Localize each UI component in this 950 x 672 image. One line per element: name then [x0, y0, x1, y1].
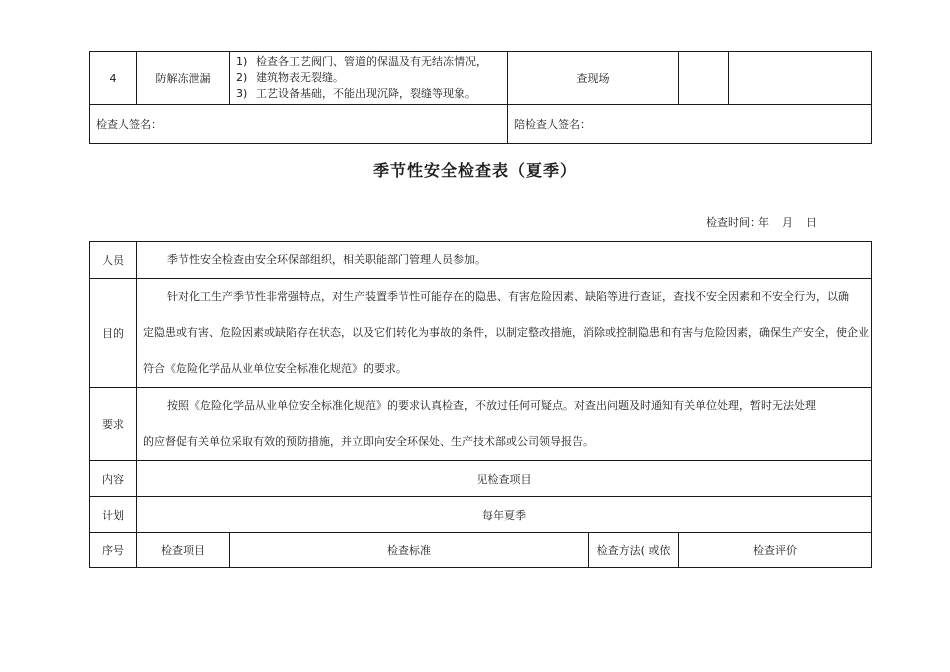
personnel-label: 人员: [90, 242, 137, 279]
evaluation-cell: [679, 52, 729, 105]
previous-checklist-table: [89, 51, 872, 144]
header-item: 检查项目: [137, 533, 230, 568]
content-text: 见检查项目: [137, 461, 872, 497]
inspector-signature-label: 检查人签名：: [90, 105, 508, 144]
personnel-row: [90, 242, 872, 279]
plan-label: 计划: [90, 497, 137, 533]
header-method: 检查方法( 或依: [589, 533, 679, 568]
requirement-label: 要求: [90, 388, 137, 461]
plan-text: 每年夏季: [137, 497, 872, 533]
page-title: 季节性安全检查表（夏季）: [372, 161, 577, 180]
requirement-row: [90, 388, 872, 461]
check-item: 防解冻泄漏: [137, 52, 230, 105]
check-standard: [230, 52, 508, 105]
requirement-text: 按照《危险化学品从业单位安全标准化规范》的要求认真检查，不放过任何可疑点。对查出问题及时通知有关单位处理，暂时无法处理 的应督促有关单位采取有效的预防措施，并立即向安全环保处、生产技术部或公司领导报告。: [137, 388, 872, 461]
accompanying-inspector-signature-label: 陪检查人签名：: [508, 105, 872, 144]
purpose-text: 针对化工生产季节性非常强特点，对生产装置季节性可能存在的隐患、有害危险因素、缺陷等进行查证，查找不安全因素和不安全行为，以确 定隐患或有害、危险因素或缺陷存在状态，以及它们转化为事故的条件，以制定整改措施，消除或控制隐患和有害与危险因素，确保生产安全，使企业 符合《危险化学品从业单位安全标准化规范》的要求。: [137, 279, 872, 388]
standard-line: 1) 检查各工艺阀门、管道的保温及有无结冻情况，: [236, 55, 487, 68]
content-row: [90, 461, 872, 497]
header-number: 序号: [90, 533, 137, 568]
header-standard: 检查标准: [230, 533, 589, 568]
date-month: 月: [782, 216, 793, 229]
content-label: 内容: [90, 461, 137, 497]
date-year: 年: [758, 216, 769, 229]
date-day: 日: [806, 216, 817, 229]
standard-line: 3) 工艺设备基础，不能出现沉降，裂缝等现象。: [236, 87, 476, 100]
row-number: 4: [90, 52, 137, 105]
inspection-date: [706, 214, 817, 230]
check-method: 查现场: [508, 52, 679, 105]
signature-row: [90, 105, 872, 144]
evaluation-cell: [729, 52, 872, 105]
header-evaluation: 检查评价: [679, 533, 872, 568]
seasonal-checklist-table: [89, 241, 872, 568]
plan-row: [90, 497, 872, 533]
standard-line: 2) 建筑物表无裂缝。: [236, 71, 344, 84]
purpose-row: [90, 279, 872, 388]
table-row: [90, 52, 872, 105]
column-header-row: [90, 533, 872, 568]
personnel-text: 季节性安全检查由安全环保部组织，相关职能部门管理人员参加。: [137, 242, 872, 279]
purpose-label: 目的: [90, 279, 137, 388]
date-label: 检查时间：: [706, 216, 761, 229]
